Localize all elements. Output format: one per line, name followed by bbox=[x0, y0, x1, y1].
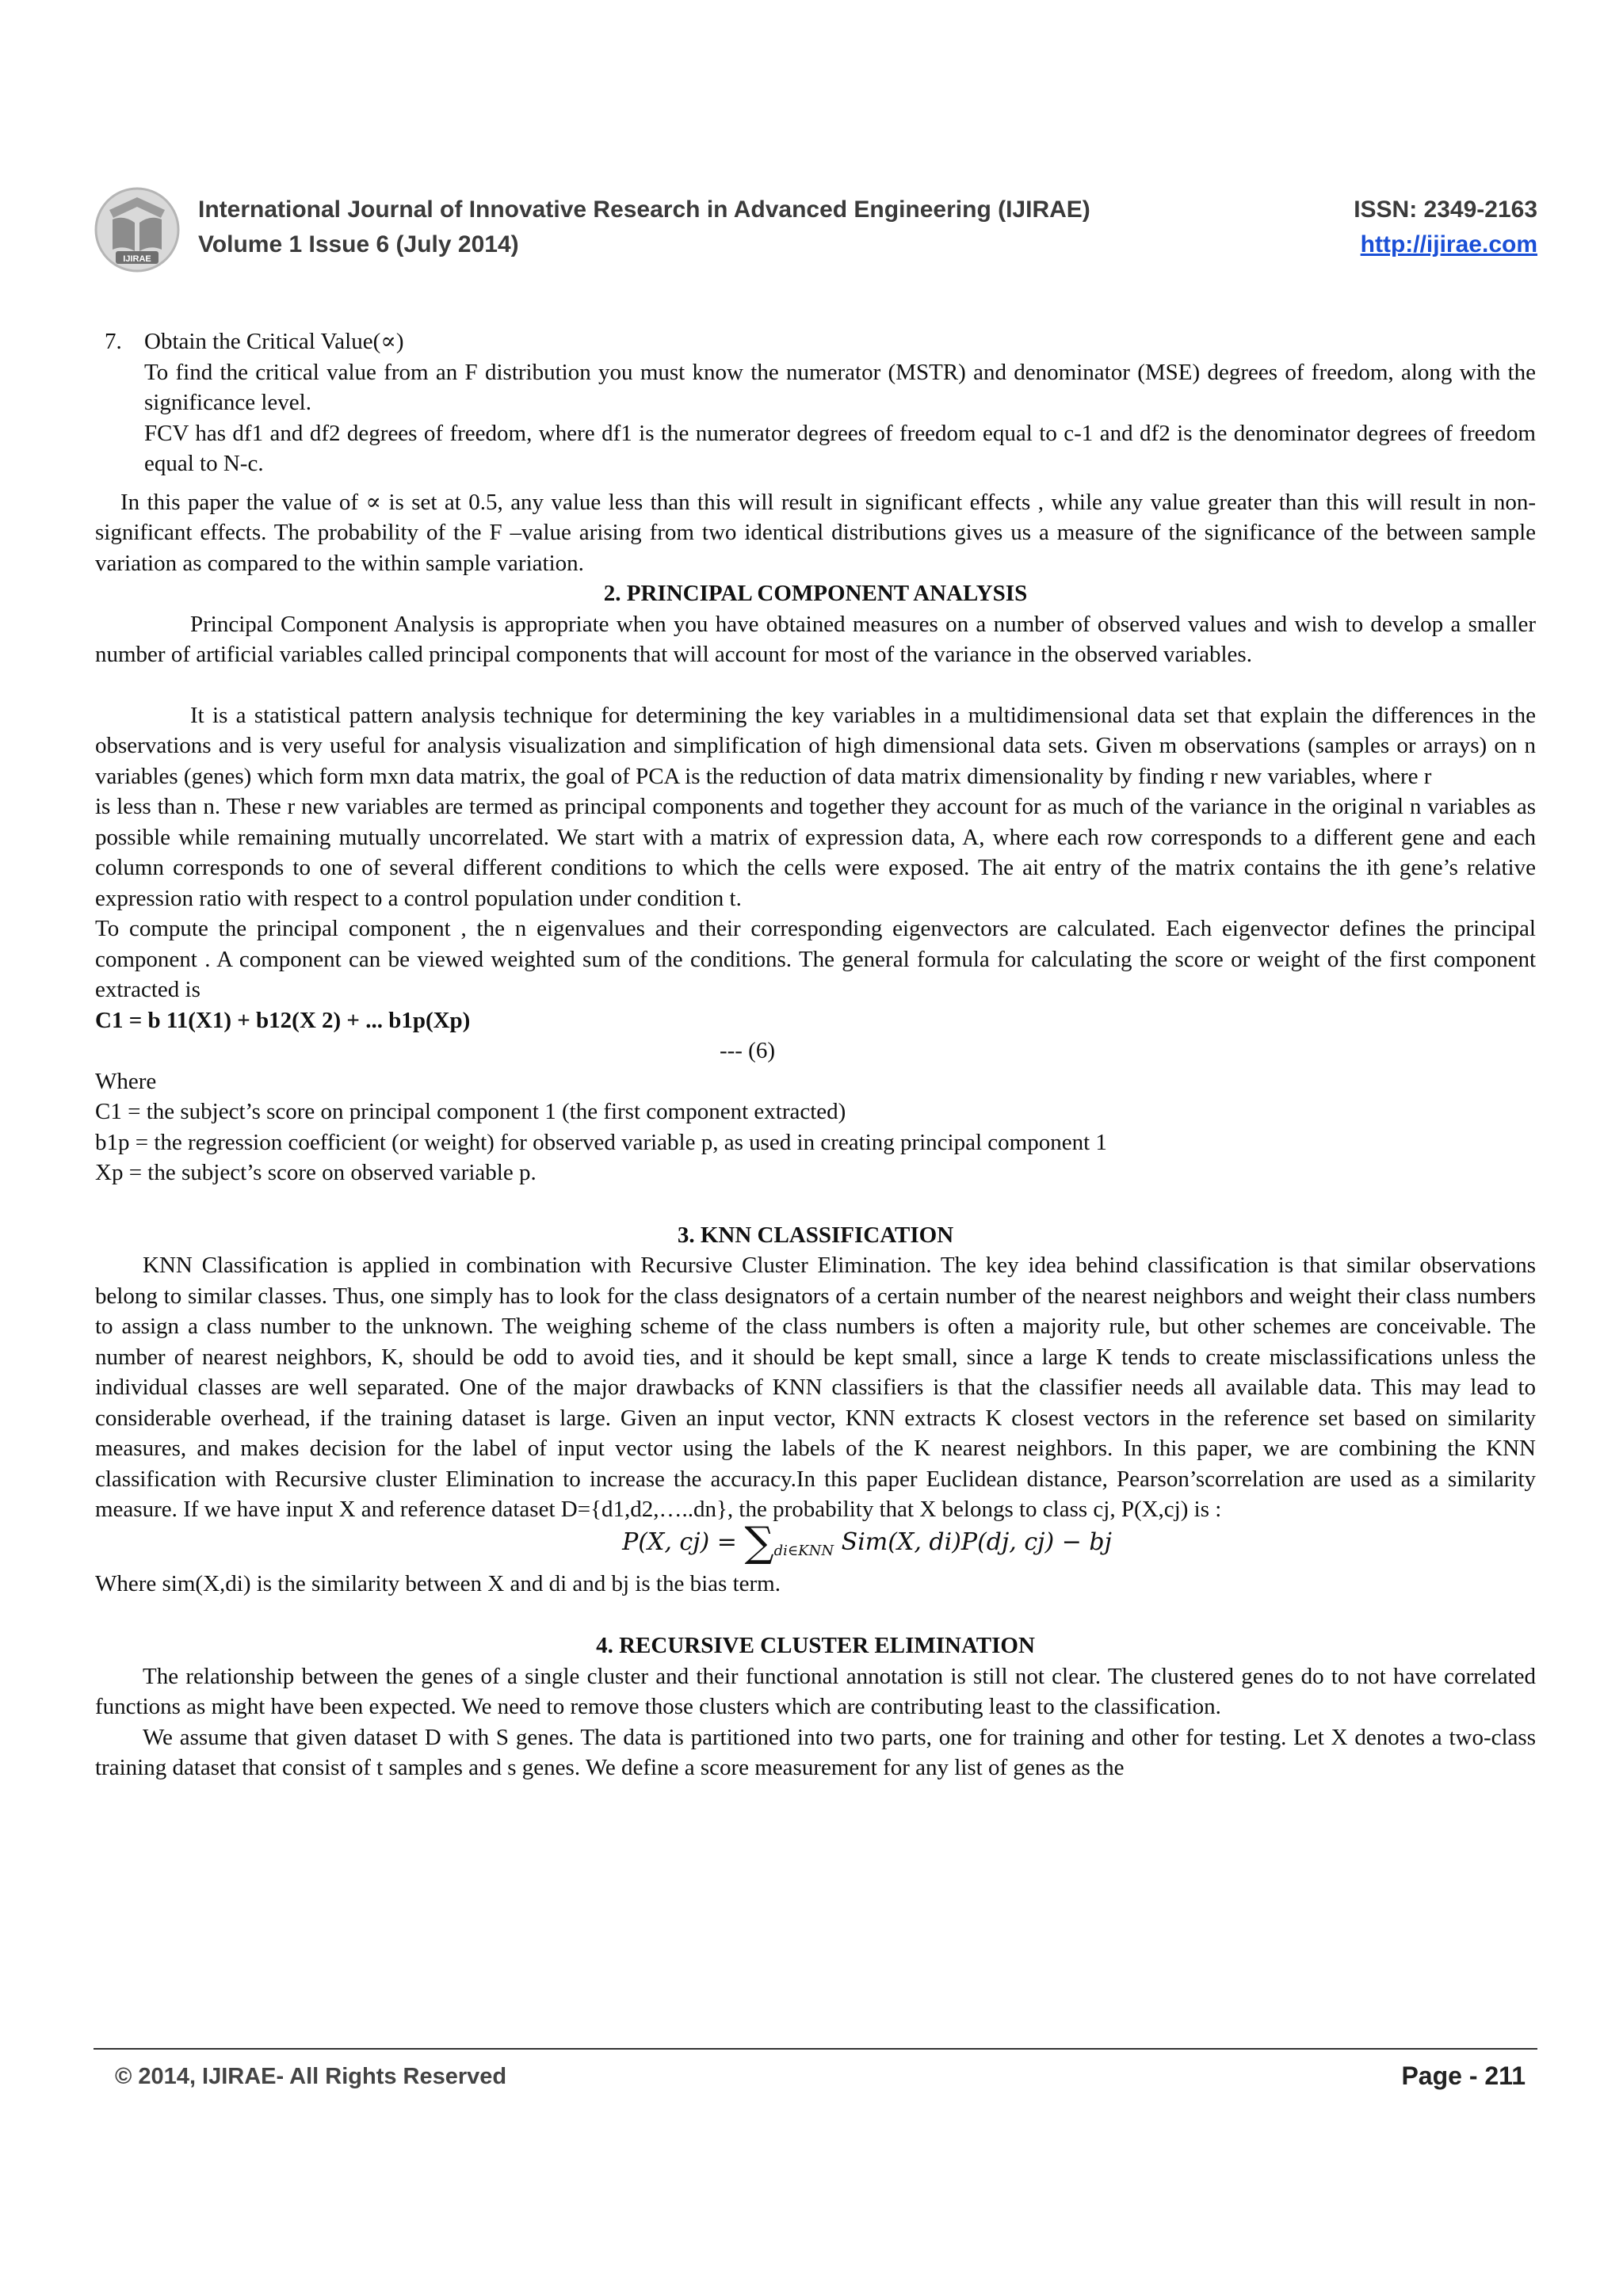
pca-paragraph-1: Principal Component Analysis is appropriate when you have obtained measures on a number of observed values and wish to develop a smaller number of artificial variables called principal components that will account for most of the variance in the observed variables. bbox=[95, 611, 1536, 667]
logo-text: IJIRAE bbox=[123, 254, 151, 264]
definition-b1p: b1p = the regression coefficient (or weight) for observed variable p, as used in creating principal component 1 bbox=[95, 1129, 1107, 1155]
critical-value-paragraph-2: FCV has df1 and df2 degrees of freedom, where df1 is the numerator degrees of freedom equal to c-1 and df2 is the denominator degrees of freedom equal to N-c. bbox=[144, 420, 1536, 476]
where-label: Where bbox=[95, 1068, 157, 1094]
knn-paragraph-2: Where sim(X,di) is the similarity between X and di and bj is the bias term. bbox=[95, 1570, 781, 1596]
list-item-7 bbox=[95, 326, 1536, 479]
equation-rhs: Sim(X, di)P(dj, cj) − bj bbox=[834, 1527, 1112, 1556]
copyright-text: © 2014, IJIRAE- All Rights Reserved bbox=[115, 2064, 507, 2089]
journal-logo-icon bbox=[94, 186, 181, 273]
issn-block bbox=[1354, 193, 1537, 262]
journal-url-link[interactable]: http://ijirae.com bbox=[1360, 231, 1537, 257]
journal-header bbox=[94, 186, 1537, 281]
summation-subscript: di∈KNN bbox=[773, 1542, 834, 1559]
list-number: 7. bbox=[105, 329, 122, 354]
equation-lhs: P(X, cj) = bbox=[622, 1527, 745, 1556]
rce-paragraph-1: The relationship between the genes of a single cluster and their functional annotation is still not clear. The clustered genes do to not have correlated functions as might have been expected. We need to remove those clusters which are contributing least to the classification. bbox=[95, 1663, 1536, 1719]
knn-paragraph-1: KNN Classification is applied in combination with Recursive Cluster Elimination. The key idea behind classification is that similar observations belong to similar classes. Thus, one simply has to look for the class designators of a certain number of the nearest neighbors and weight their class numbers to assign a class number to the unknown. The weighing scheme of the class numbers is often a majority rule, but other schemes are conceivable. The number of nearest neighbors, K, should be odd to avoid ties, and it should be kept small, since a large K tends to create misclassifications unless the individual classes are well separated. One of the major drawbacks of KNN classifiers is that the classifier needs all available data. This may lead to considerable overhead, if the training dataset is large. Given an input vector, KNN extracts K closest vectors in the reference set based on similarity measures, and makes decision for the label of input vector using the labels of the K nearest neighbors. In this paper, we are combining the KNN classification with Recursive cluster Elimination to increase the accuracy.In this paper Euclidean distance, Pearson’scorrelation are used as a similarity measure. If we have input X and reference dataset D={d1,d2,…..dn}, the probability that X belongs to class cj, P(X,cj) is : bbox=[95, 1253, 1536, 1522]
pca-formula: C1 = b 11(X1) + b12(X 2) + ... b1p(Xp) bbox=[95, 1007, 471, 1033]
footer-divider bbox=[94, 2048, 1537, 2050]
paper-body bbox=[95, 326, 1536, 1783]
page-number: Page - 211 bbox=[1401, 2061, 1526, 2090]
issn-number: ISSN: 2349-2163 bbox=[1354, 196, 1537, 223]
pca-paragraph-4: To compute the principal component , the n eigenvalues and their corresponding eigenvectors are calculated. Each eigenvector defines the principal component . A component can be viewed weighted sum of the conditions. The general formula for calculating the score or weight of the first component extracted is bbox=[95, 916, 1536, 1002]
definition-c1: C1 = the subject’s score on principal component 1 (the first component extracted) bbox=[95, 1099, 846, 1124]
pca-paragraph-3: is less than n. These r new variables are termed as principal components and together they account for as much of the variance in the original n variables as possible while remaining mutually uncorrelated. We start with a matrix of expression data, A, where each row corresponds to a different gene and each column corresponds to one of several different conditions to which the cells were exposed. The ait entry of the matrix contains the ith gene’s relative expression ratio with respect to a control population under condition t. bbox=[95, 794, 1536, 911]
section-heading-pca: 2. PRINCIPAL COMPONENT ANALYSIS bbox=[603, 581, 1028, 606]
equation-number: --- (6) bbox=[719, 1038, 775, 1063]
journal-volume: Volume 1 Issue 6 (July 2014) bbox=[198, 231, 519, 257]
summation-symbol: ∑ bbox=[744, 1518, 774, 1566]
alpha-paragraph: In this paper the value of ∝ is set at 0.5, any value less than this will result in significant effects , while any value greater than this will result in non-significant effects. The probability of the F –value arising from two identical distributions gives us a measure of the significance of the between sample variation as compared to the within sample variation. bbox=[95, 489, 1536, 576]
section-heading-knn: 3. KNN CLASSIFICATION bbox=[677, 1222, 954, 1248]
journal-title bbox=[198, 193, 1090, 262]
critical-value-paragraph-1: To find the critical value from an F distribution you must know the numerator (MSTR) and denominator (MSE) degrees of freedom, along with the significance level. bbox=[144, 359, 1536, 415]
definition-xp: Xp = the subject’s score on observed variable p. bbox=[95, 1160, 537, 1185]
pca-paragraph-2: It is a statistical pattern analysis technique for determining the key variables in a multidimensional data set that explain the differences in the observations and is very useful for analysis visualization and simplification of high dimensional data sets. Given m observations (samples or arrays) on n variables (genes) which form mxn data matrix, the goal of PCA is the reduction of data matrix dimensionality by finding r new variables, where r bbox=[95, 702, 1536, 789]
journal-name: International Journal of Innovative Research in Advanced Engineering (IJIRAE) bbox=[198, 196, 1090, 223]
rce-paragraph-2: We assume that given dataset D with S genes. The data is partitioned into two parts, one for training and other for testing. Let X denotes a two-class training dataset that consist of t samples and s genes. We define a score measurement for any list of genes as the bbox=[95, 1724, 1536, 1780]
section-heading-rce: 4. RECURSIVE CLUSTER ELIMINATION bbox=[596, 1633, 1035, 1658]
knn-probability-equation bbox=[95, 1518, 1536, 1569]
list-item-title: Obtain the Critical Value(∝) bbox=[144, 329, 404, 354]
